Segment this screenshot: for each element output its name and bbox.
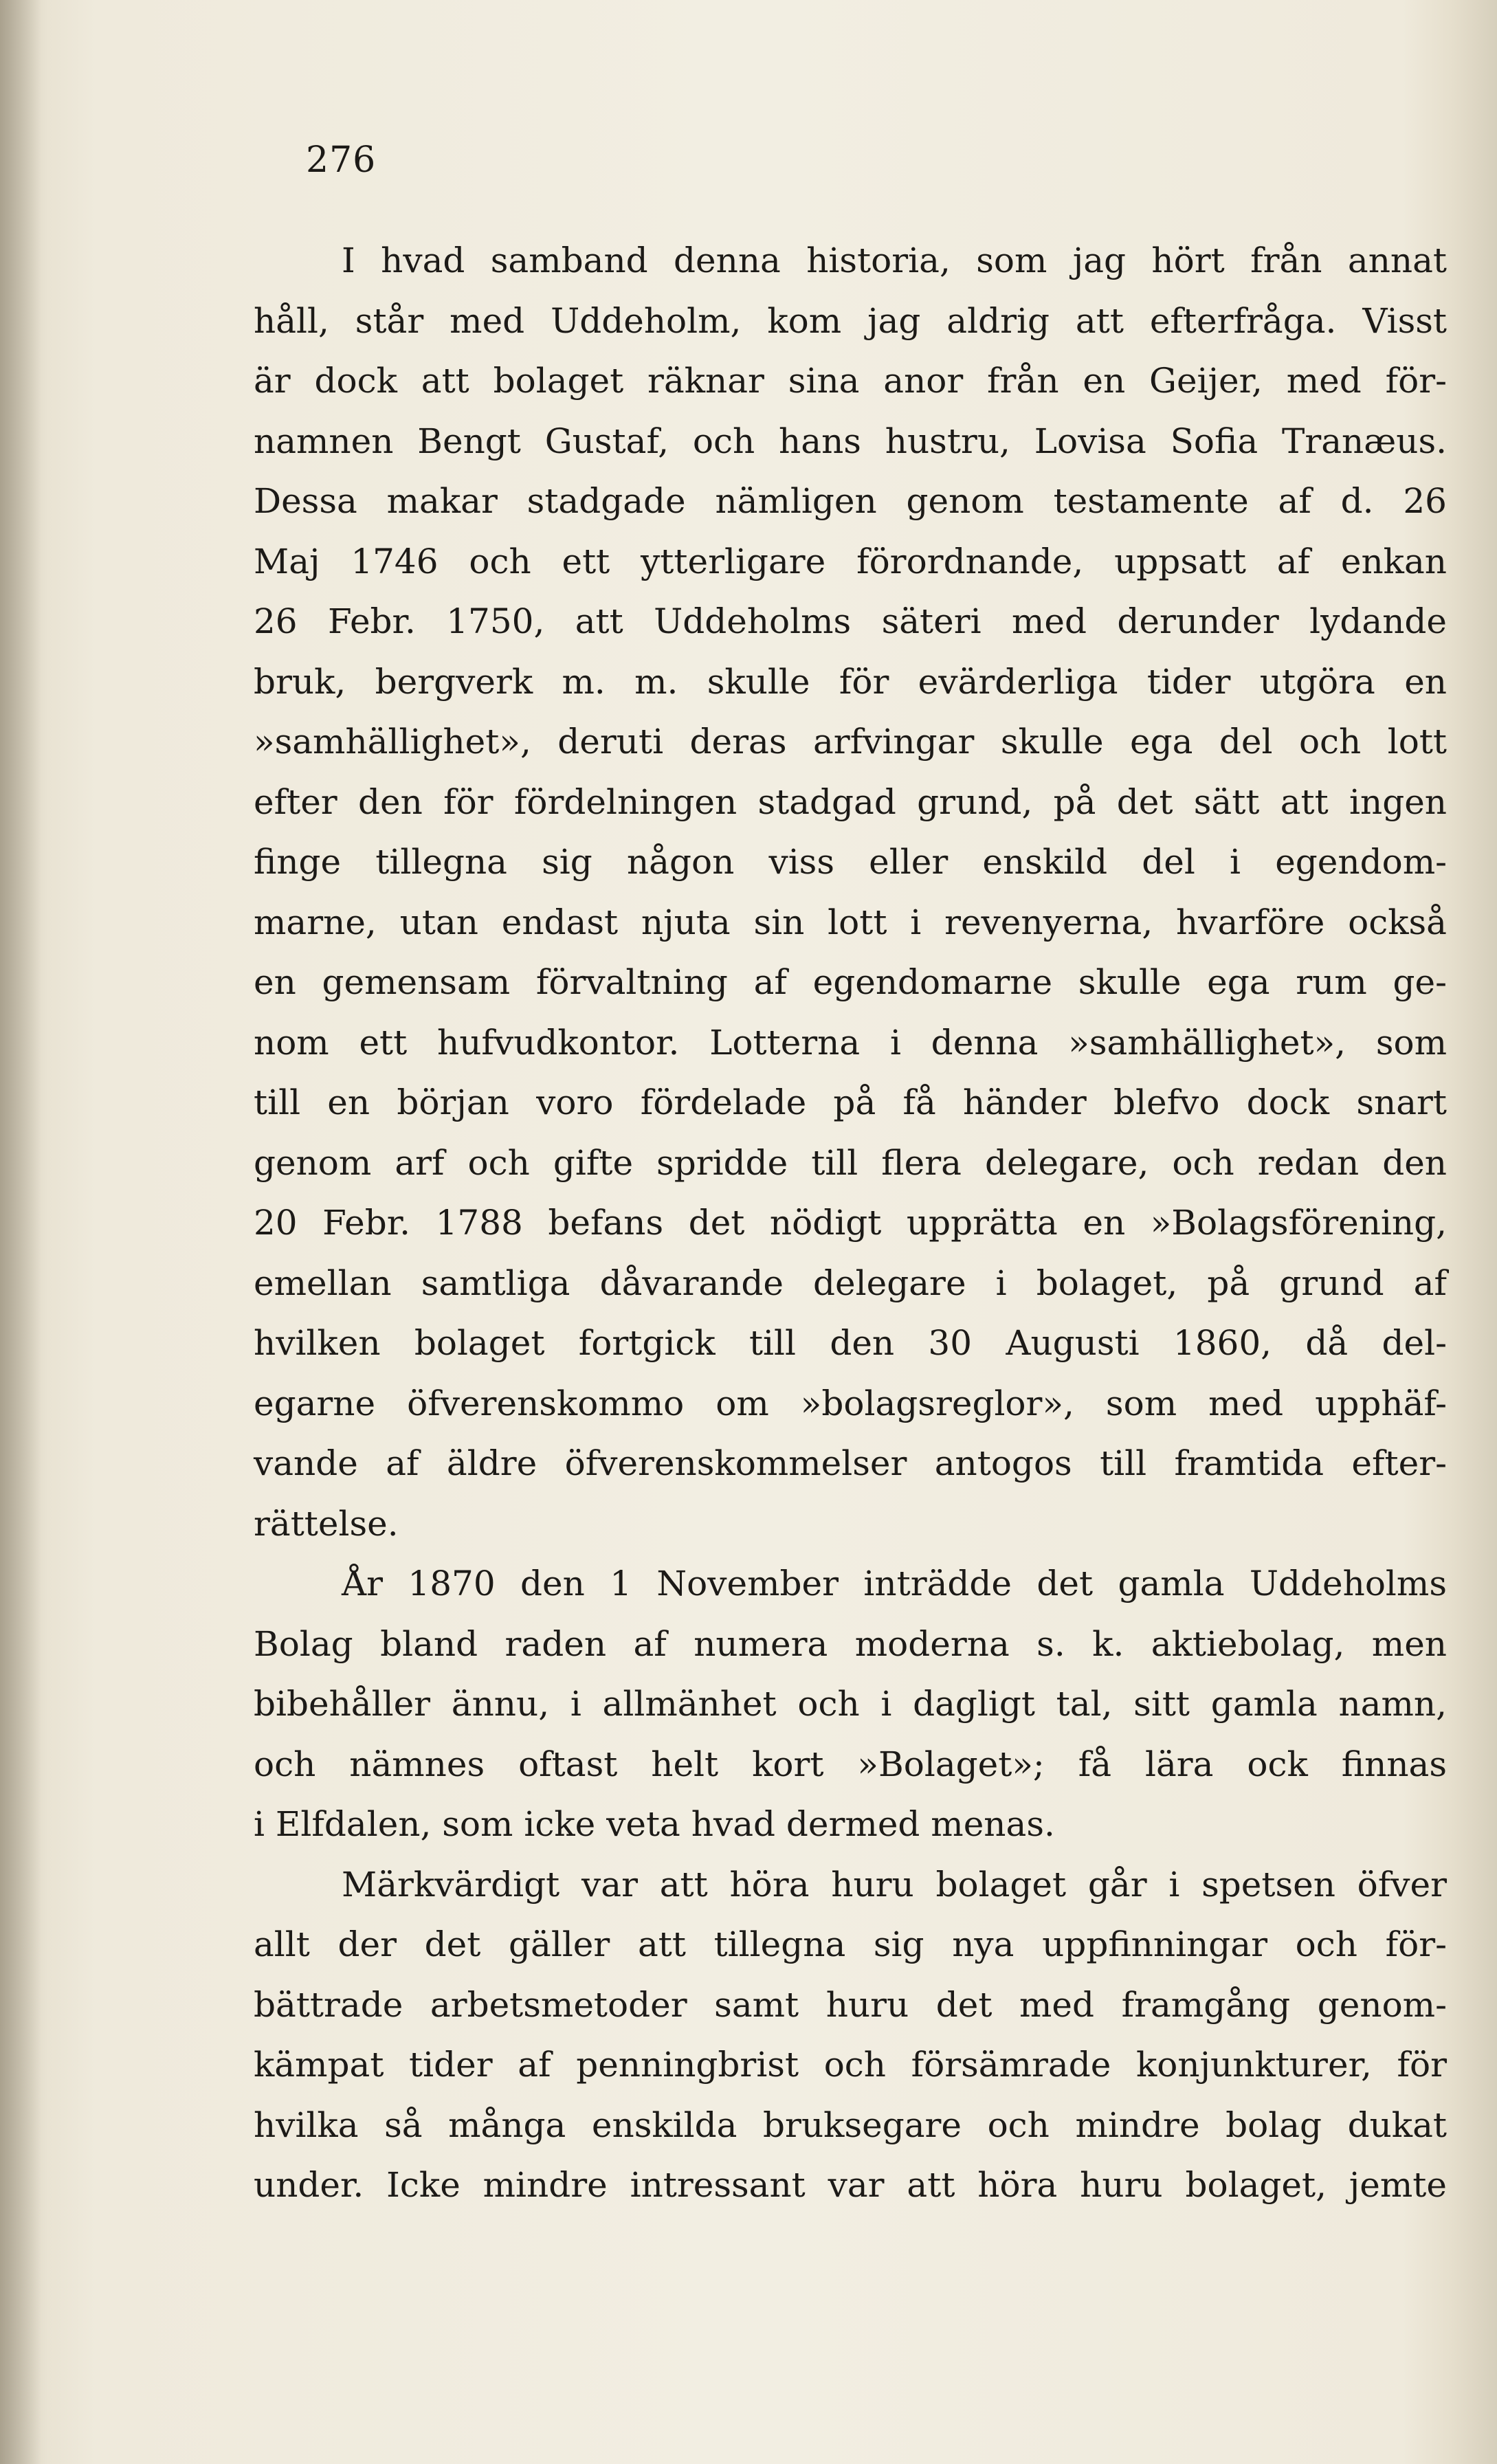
text-line: hvilka så många enskilda bruksegare och mindre bolag dukat (254, 2105, 1447, 2145)
text-line: finge tillegna sig någon viss eller enskild del i egendom- (254, 842, 1447, 882)
text-line: en gemensam förvaltning af egendomarne skulle ega rum ge- (254, 962, 1447, 1002)
text-line: bibehåller ännu, i allmänhet och i dagligt tal, sitt gamla namn, (254, 1684, 1447, 1724)
text-line: I hvad samband denna historia, som jag hört från annat (342, 241, 1447, 280)
text-line: till en början voro fördelade på få händer blefvo dock snart (254, 1083, 1447, 1122)
text-line: i Elfdalen, som icke veta hvad dermed menas. (254, 1804, 1055, 1844)
text-line: under. Icke mindre intressant var att höra huru bolaget, jemte (254, 2165, 1447, 2205)
page-edge-shadow (0, 0, 41, 2464)
text-line: Bolag bland raden af numera moderna s. k. aktiebolag, men (254, 1623, 1447, 1664)
text-line: vande af äldre öfverenskommelser antogos till framtida efter- (254, 1443, 1447, 1483)
text-line: Märkvärdigt var att höra huru bolaget går i spetsen öfver (342, 1864, 1447, 1905)
text-line: och nämnes oftast helt kort »Bolaget»; få lära ock finnas (254, 1744, 1447, 1784)
text-line: Maj 1746 och ett ytterligare förordnande, uppsatt af enkan (254, 541, 1447, 581)
body-text (254, 231, 1447, 2216)
text-line: genom arf och gifte spridde till flera delegare, och redan den (254, 1142, 1447, 1183)
text-line: kämpat tider af penningbrist och försämrade konjunkturer, för (254, 2045, 1447, 2085)
text-line: nom ett hufvudkontor. Lotterna i denna »samhällighet», som (254, 1022, 1447, 1063)
text-line: är dock att bolaget räknar sina anor från en Geijer, med för- (254, 361, 1447, 401)
text-line: håll, står med Uddeholm, kom jag aldrig att efterfråga. Visst (254, 300, 1447, 341)
text-line: bättrade arbetsmetoder samt huru det med framgång genom- (254, 1984, 1447, 2025)
text-line: emellan samtliga dåvarande delegare i bolaget, på grund af (254, 1263, 1447, 1303)
text-line: rättelse. (254, 1503, 399, 1544)
text-line: »samhällighet», deruti deras arfvingar skulle ega del och lott (254, 722, 1447, 762)
text-line: marne, utan endast njuta sin lott i revenyerna, hvarföre också (254, 902, 1447, 942)
text-line: År 1870 den 1 November inträdde det gamla Uddeholms (342, 1564, 1447, 1603)
text-line: namnen Bengt Gustaf, och hans hustru, Lovisa Sofia Tranæus. (254, 421, 1447, 461)
text-line: allt der det gäller att tillegna sig nya uppfinningar och för- (254, 1924, 1447, 1964)
page-number: 276 (306, 140, 377, 181)
text-line: 26 Febr. 1750, att Uddeholms säteri med derunder lydande (254, 601, 1447, 641)
text-line: efter den för fördelningen stadgad grund, på det sätt att ingen (254, 781, 1447, 822)
text-line: egarne öfverenskommo om »bolagsreglor», som med upphäf- (254, 1383, 1447, 1423)
text-line: bruk, bergverk m. m. skulle för evärderliga tider utgöra en (254, 661, 1447, 702)
text-line: 20 Febr. 1788 befans det nödigt upprätta en »Bolagsförening, (254, 1203, 1447, 1243)
text-line: Dessa makar stadgade nämligen genom testamente af d. 26 (254, 481, 1447, 521)
text-line: hvilken bolaget fortgick till den 30 Augusti 1860, då del- (254, 1323, 1447, 1363)
